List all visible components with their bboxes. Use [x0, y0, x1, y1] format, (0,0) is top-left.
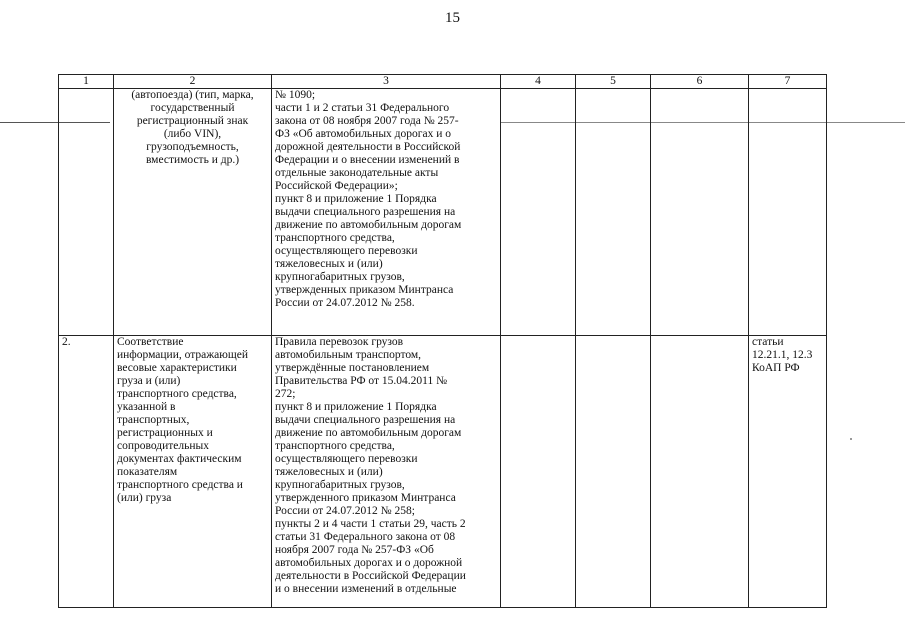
cell-text-line: тяжеловесных и (или) — [275, 258, 383, 270]
cell-text-line: вместимость и др.) — [145, 154, 240, 166]
cell-text-line: дорожной деятельности в Российской — [275, 141, 461, 153]
cell-text-line: тяжеловесных и (или) — [275, 466, 383, 478]
cell-text-line: утвержденных приказом Минтранса — [275, 284, 454, 296]
cell-text-line: статьи 31 Федерального закона от 08 — [275, 531, 456, 543]
cell-text-line: показателям — [117, 466, 178, 478]
cell-text-line: 272; — [275, 388, 296, 400]
liability-cell — [749, 336, 827, 608]
cell-text-line: регистрационный знак — [136, 115, 249, 127]
cell-text-line: Российской Федерации»; — [275, 180, 398, 192]
table-row — [59, 336, 827, 608]
cell-text-line: утвержденного приказом Минтранса — [275, 492, 456, 504]
column-header: 4 — [501, 75, 576, 89]
cell-text-line: № 1090; — [275, 89, 316, 101]
cell-text-line: весовые характеристики — [117, 362, 237, 374]
cell-text-line: сопроводительных — [117, 440, 210, 452]
table-header-row — [59, 75, 827, 89]
cell-text-line: транспортных, — [117, 414, 190, 426]
cell-text-line: пункты 2 и 4 части 1 статьи 29, часть 2 — [275, 518, 466, 530]
cell-text-line: и о внесении изменений в отдельные — [275, 583, 457, 595]
cell-text-line: транспортного средства, — [117, 388, 237, 400]
column-header: 1 — [59, 75, 114, 89]
cell-text-line: Федерации и о внесении изменений в — [275, 154, 460, 166]
cell-text-line: отдельные законодательные акты — [275, 167, 439, 179]
column-header: 2 — [114, 75, 272, 89]
cell-text-line: (автопоезда) (тип, марка, — [131, 89, 254, 101]
cell-text-line: крупногабаритных грузов, — [275, 271, 405, 283]
cell-text-line: документах фактическим — [117, 453, 242, 465]
row-number-cell: 2. — [59, 336, 114, 608]
cell-text-line: транспортного средства, — [275, 232, 395, 244]
table-cell — [576, 89, 651, 336]
cell-text-line: крупногабаритных грузов, — [275, 479, 405, 491]
cell-text-line: движение по автомобильным дорогам — [275, 219, 462, 231]
cell-text-line: регистрационных и — [117, 427, 213, 439]
cell-text-line: транспортного средства и — [117, 479, 243, 491]
column-header: 7 — [749, 75, 827, 89]
legal-basis-cell — [272, 336, 501, 608]
requirement-cell — [114, 89, 272, 336]
cell-text-line: КоАП РФ — [752, 362, 800, 374]
cell-text-line: части 1 и 2 статьи 31 Федерального — [275, 102, 450, 114]
table-cell — [576, 336, 651, 608]
cell-text-line: государственный — [150, 102, 235, 114]
cell-text-line: России от 24.07.2012 № 258. — [275, 297, 415, 309]
column-header: 3 — [272, 75, 501, 89]
cell-text-line: 12.21.1, 12.3 — [752, 349, 813, 361]
cell-text-line: утверждённые постановлением — [275, 362, 430, 374]
document-table — [58, 74, 827, 608]
scan-artifact-dot — [850, 438, 852, 440]
cell-text-line: закона от 08 ноября 2007 года № 257- — [275, 115, 459, 127]
cell-text-line: пункт 8 и приложение 1 Порядка — [275, 401, 437, 413]
column-header: 5 — [576, 75, 651, 89]
cell-text-line: деятельности в Российской Федерации — [275, 570, 466, 582]
cell-text-line: осуществляющего перевозки — [275, 245, 418, 257]
cell-text-line: выдачи специального разрешения на — [275, 206, 456, 218]
cell-text-line: грузоподъемность, — [146, 141, 239, 153]
table-cell — [501, 89, 576, 336]
table-cell — [651, 89, 749, 336]
cell-text-line: выдачи специального разрешения на — [275, 414, 456, 426]
cell-text-line: осуществляющего перевозки — [275, 453, 418, 465]
row-number-cell — [59, 89, 114, 336]
table-row — [59, 89, 827, 336]
cell-text-line: Правительства РФ от 15.04.2011 № — [275, 375, 448, 387]
cell-text-line: (или) груза — [117, 492, 172, 504]
cell-text-line: России от 24.07.2012 № 258; — [275, 505, 415, 517]
cell-text-line: ноября 2007 года № 257-ФЗ «Об — [275, 544, 434, 556]
column-header: 6 — [651, 75, 749, 89]
page-number: 15 — [445, 10, 460, 26]
liability-cell — [749, 89, 827, 336]
cell-text-line: информации, отражающей — [117, 349, 248, 361]
cell-text-line: автомобильным транспортом, — [275, 349, 422, 361]
cell-text-line: транспортного средства, — [275, 440, 395, 452]
table-cell — [651, 336, 749, 608]
cell-text-line: движение по автомобильным дорогам — [275, 427, 462, 439]
cell-text-line: указанной в — [117, 401, 176, 413]
cell-text-line: ФЗ «Об автомобильных дорогах и о — [275, 128, 452, 140]
cell-text-line: груза и (или) — [117, 375, 181, 387]
cell-text-line: (либо VIN), — [163, 128, 222, 140]
table-cell — [501, 336, 576, 608]
cell-text-line: Соответствие — [117, 336, 184, 348]
requirement-cell — [114, 336, 272, 608]
cell-text-line: Правила перевозок грузов — [275, 336, 404, 348]
legal-basis-cell — [272, 89, 501, 336]
cell-text-line: статьи — [752, 336, 784, 348]
cell-text-line: автомобильных дорогах и о дорожной — [275, 557, 463, 569]
cell-text-line: пункт 8 и приложение 1 Порядка — [275, 193, 437, 205]
